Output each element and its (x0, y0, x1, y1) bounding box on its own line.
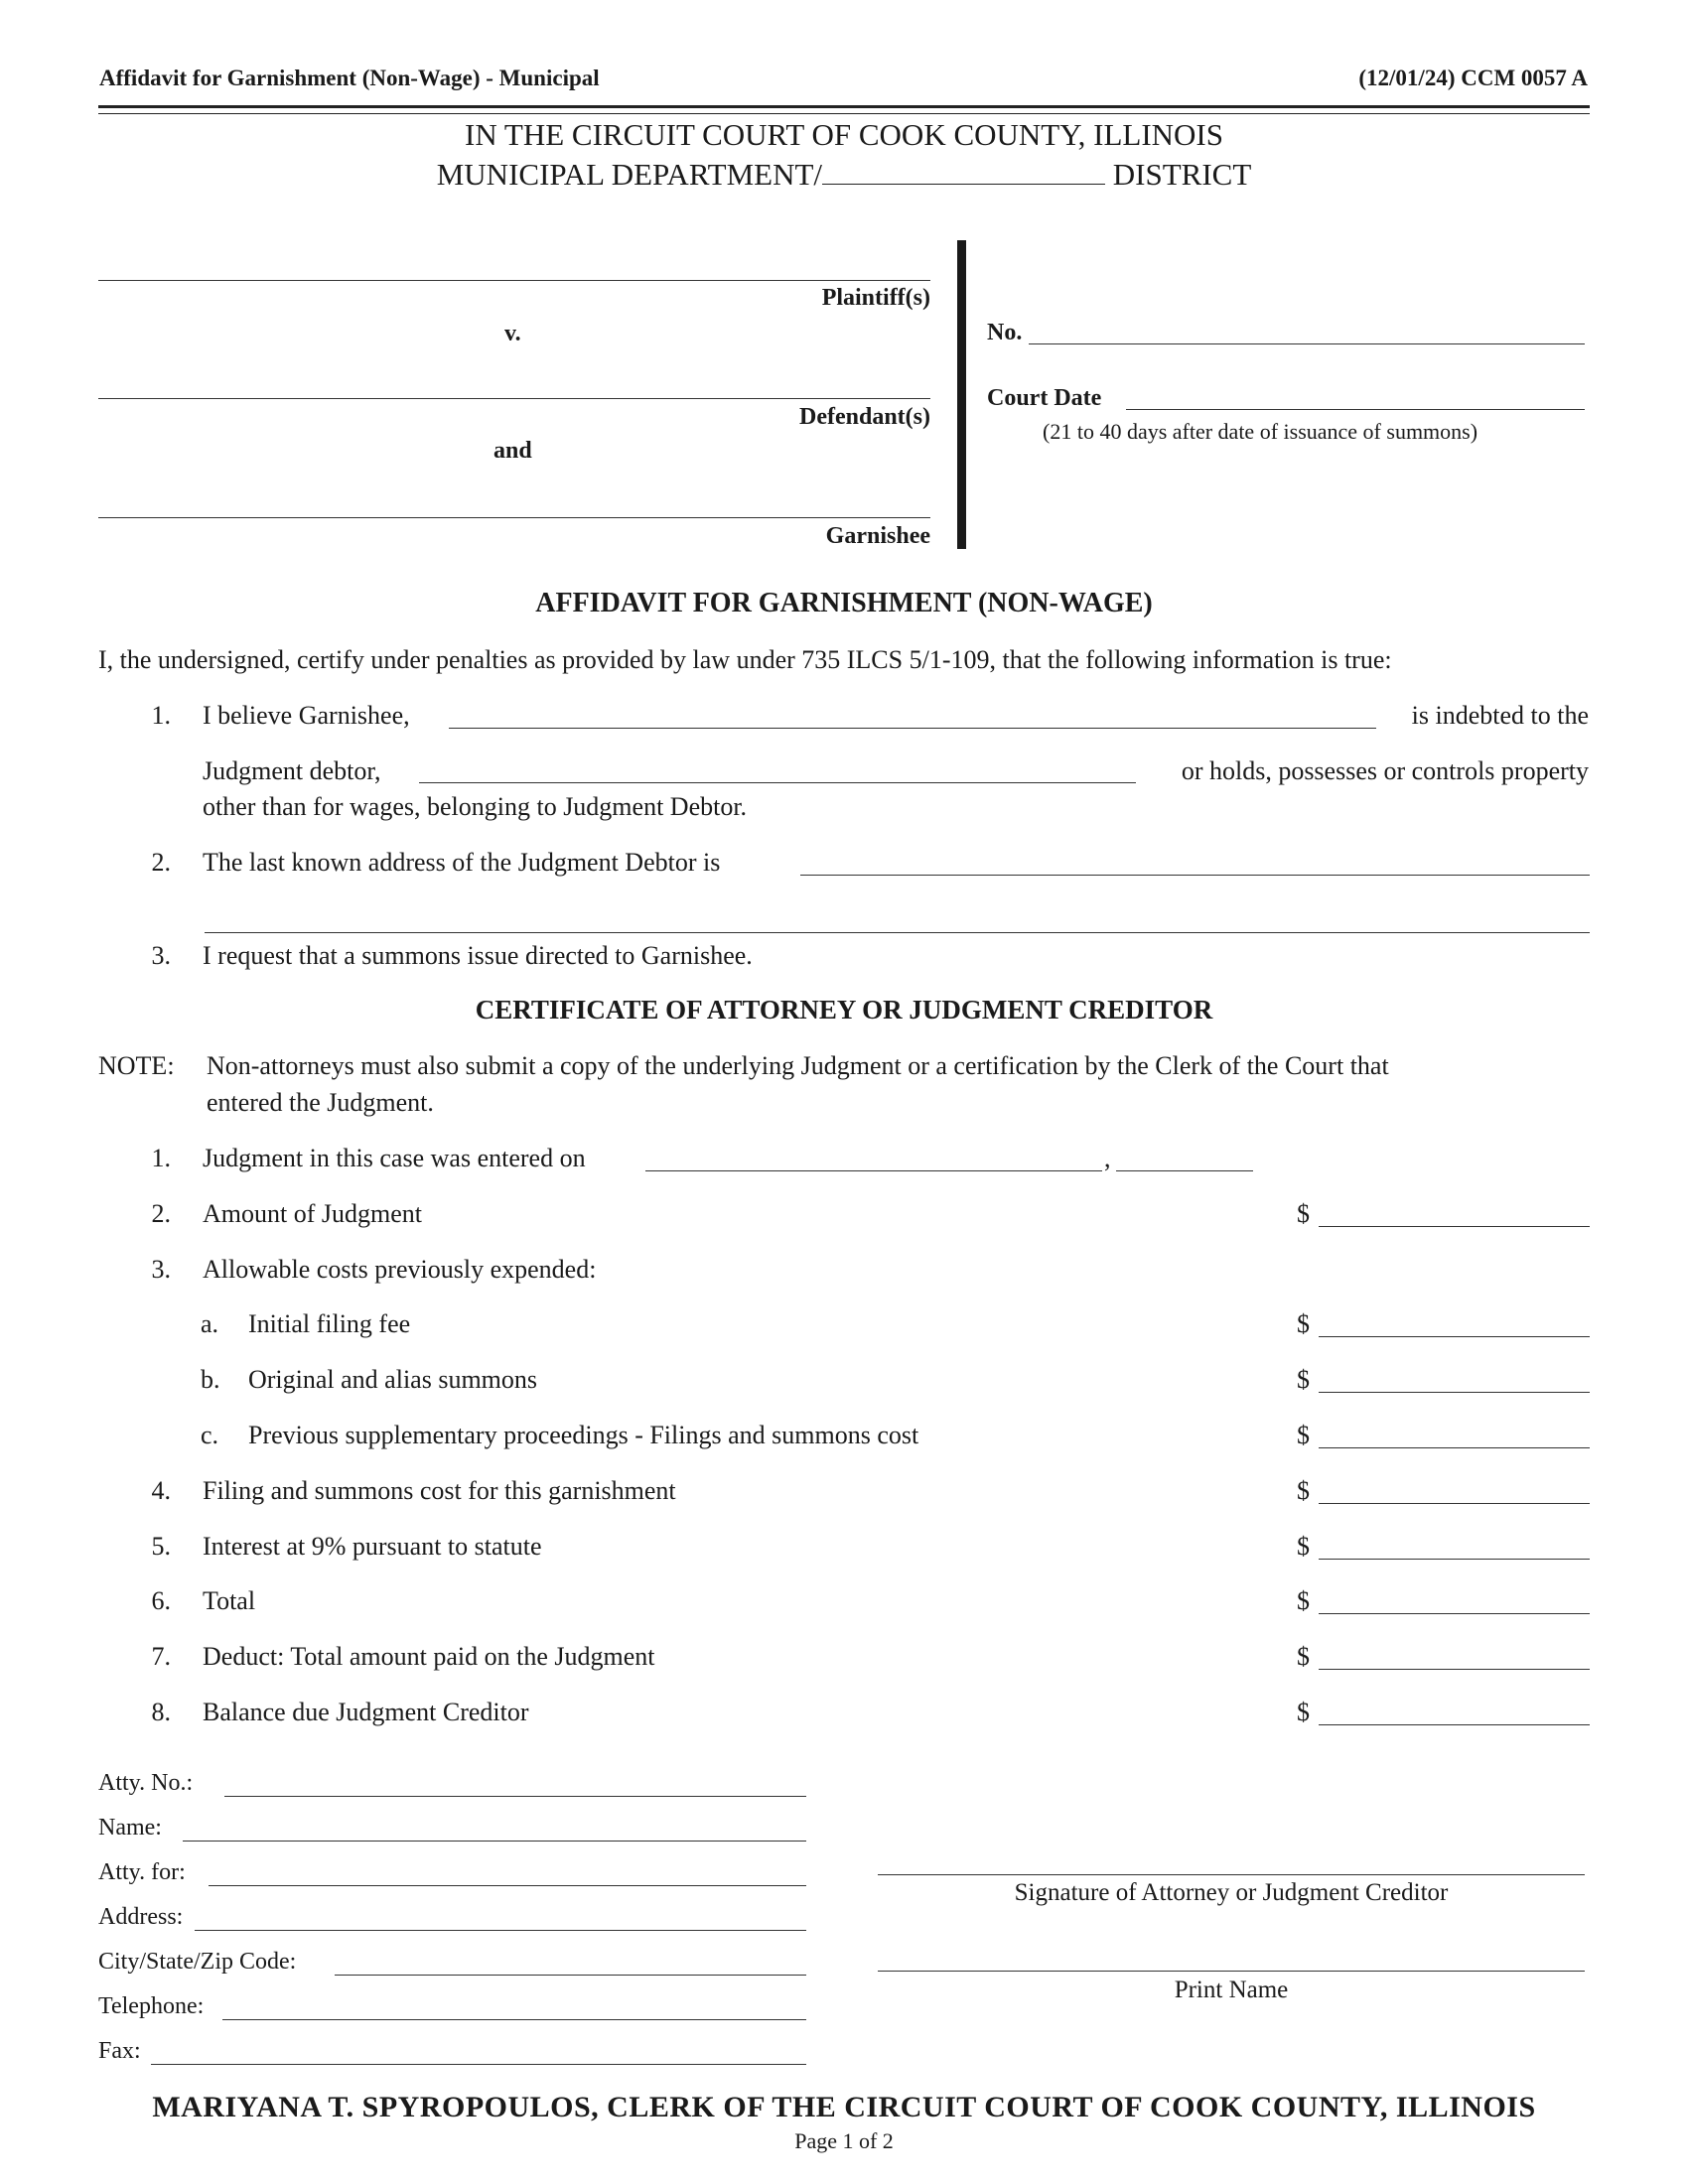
and-label: and (493, 438, 532, 464)
fax-label: Fax: (98, 2038, 141, 2064)
court-date-note: (21 to 40 days after date of issuance of summons) (1043, 419, 1478, 444)
judgment-debtor-field[interactable] (419, 782, 1136, 783)
garnishee-name-field[interactable] (449, 728, 1376, 729)
form-code: (12/01/24) CCM 0057 A (1358, 66, 1588, 90)
certificate-item-label: Total (203, 1586, 256, 1615)
certificate-item-label: Original and alias summons (248, 1365, 538, 1394)
judgment-date-field[interactable] (645, 1170, 1102, 1171)
judgment-year-field[interactable] (1116, 1170, 1253, 1171)
court-department (0, 157, 1688, 193)
certificate-item-label: Filing and summons cost for this garnishment (203, 1476, 676, 1505)
dollar-sign: $ (1297, 1199, 1310, 1228)
dollar-sign: $ (1297, 1365, 1310, 1394)
affidavit-item-2-text: The last known address of the Judgment Debtor is (203, 848, 721, 877)
garnishee-field[interactable] (98, 517, 930, 518)
signature-field[interactable] (878, 1874, 1585, 1875)
header-rule-thin (98, 113, 1590, 114)
certificate-item-number: 5. (151, 1532, 171, 1561)
dollar-sign: $ (1297, 1698, 1310, 1726)
certificate-item-number: 4. (151, 1476, 171, 1505)
atty-for-field[interactable] (209, 1885, 806, 1886)
certificate-item-number: 3. (151, 1255, 171, 1284)
district-field[interactable] (822, 184, 1105, 185)
dollar-sign: $ (1297, 1309, 1310, 1338)
judgment-debtor-label: Judgment debtor, (203, 756, 381, 785)
atty-no-label: Atty. No.: (98, 1770, 194, 1796)
note-text-2: entered the Judgment. (207, 1088, 434, 1117)
garnishee-label: Garnishee (825, 523, 930, 549)
certificate-item-label: Balance due Judgment Creditor (203, 1698, 529, 1726)
certificate-item-number: 2. (151, 1199, 171, 1228)
debtor-address-field-1[interactable] (800, 875, 1590, 876)
telephone-label: Telephone: (98, 1993, 205, 2019)
name-label: Name: (98, 1815, 162, 1841)
name-field[interactable] (183, 1841, 806, 1842)
certificate-item-number: b. (201, 1365, 220, 1394)
affidavit-item-1-holds: or holds, possesses or controls property (1181, 756, 1589, 785)
city-state-zip-label: City/State/Zip Code: (98, 1949, 297, 1975)
certificate-item-label: Amount of Judgment (203, 1199, 422, 1228)
affidavit-title: AFFIDAVIT FOR GARNISHMENT (NON-WAGE) (535, 588, 1153, 618)
address-label: Address: (98, 1904, 184, 1930)
certificate-item-number: c. (201, 1421, 219, 1449)
note-text-1: Non-attorneys must also submit a copy of the underlying Judgment or a certification by the Clerk of the Court that (207, 1051, 1389, 1080)
judgment-date-comma: , (1104, 1144, 1111, 1172)
dollar-sign: $ (1297, 1476, 1310, 1505)
certificate-item-label: Allowable costs previously expended: (203, 1255, 597, 1284)
dollar-sign: $ (1297, 1642, 1310, 1671)
amount-field[interactable] (1319, 1613, 1590, 1614)
dollar-sign: $ (1297, 1586, 1310, 1615)
city-state-zip-field[interactable] (335, 1975, 806, 1976)
defendant-field[interactable] (98, 398, 930, 399)
atty-for-label: Atty. for: (98, 1859, 186, 1885)
page-number: Page 1 of 2 (794, 2128, 894, 2153)
court-date-field[interactable] (1126, 409, 1585, 410)
note-label: NOTE: (98, 1051, 175, 1080)
clerk-name: MARIYANA T. SPYROPOULOS, CLERK OF THE CIRCUIT COURT OF COOK COUNTY, ILLINOIS (152, 2091, 1536, 2123)
plaintiff-field[interactable] (98, 280, 930, 281)
amount-field[interactable] (1319, 1447, 1590, 1448)
affidavit-item-3-number: 3. (151, 941, 171, 970)
header-rule-thick (98, 105, 1590, 108)
certificate-item-label: Deduct: Total amount paid on the Judgment (203, 1642, 655, 1671)
amount-field[interactable] (1319, 1392, 1590, 1393)
affidavit-item-1-property: other than for wages, belonging to Judgment Debtor. (203, 792, 748, 821)
affidavit-item-1-indebted: is indebted to the (1411, 701, 1589, 730)
district-label: DISTRICT (1112, 157, 1252, 192)
caption-divider (957, 240, 966, 549)
debtor-address-field-2[interactable] (205, 932, 1590, 933)
court-date-label: Court Date (987, 385, 1102, 411)
amount-field[interactable] (1319, 1226, 1590, 1227)
form-title: Affidavit for Garnishment (Non-Wage) - Municipal (99, 66, 600, 90)
fax-field[interactable] (151, 2064, 806, 2065)
department-prefix: MUNICIPAL DEPARTMENT/ (436, 157, 823, 192)
versus-label: v. (504, 321, 521, 346)
amount-field[interactable] (1319, 1669, 1590, 1670)
telephone-field[interactable] (222, 2019, 806, 2020)
certificate-item-number: a. (201, 1309, 219, 1338)
amount-field[interactable] (1319, 1559, 1590, 1560)
dollar-sign: $ (1297, 1532, 1310, 1561)
certificate-item-number: 8. (151, 1698, 171, 1726)
print-name-label: Print Name (1174, 1977, 1289, 2003)
affidavit-item-1-number: 1. (151, 701, 171, 730)
amount-field[interactable] (1319, 1503, 1590, 1504)
atty-no-field[interactable] (224, 1796, 806, 1797)
amount-field[interactable] (1319, 1724, 1590, 1725)
court-name: IN THE CIRCUIT COURT OF COOK COUNTY, ILLINOIS (465, 117, 1223, 152)
dollar-sign: $ (1297, 1421, 1310, 1449)
defendant-label: Defendant(s) (799, 404, 930, 430)
affidavit-item-2-number: 2. (151, 848, 171, 877)
amount-field[interactable] (1319, 1336, 1590, 1337)
affidavit-item-3-text: I request that a summons issue directed to Garnishee. (203, 941, 753, 970)
certificate-item-number: 6. (151, 1586, 171, 1615)
certificate-item-label: Interest at 9% pursuant to statute (203, 1532, 542, 1561)
print-name-field[interactable] (878, 1971, 1585, 1972)
address-field[interactable] (195, 1930, 806, 1931)
affidavit-intro: I, the undersigned, certify under penalties as provided by law under 735 ILCS 5/1-109, that the following information is true: (98, 645, 1392, 674)
certificate-item-1-text: Judgment in this case was entered on (203, 1144, 586, 1172)
certificate-item-number: 7. (151, 1642, 171, 1671)
case-number-label: No. (987, 320, 1023, 345)
plaintiff-label: Plaintiff(s) (821, 285, 930, 311)
certificate-title: CERTIFICATE OF ATTORNEY OR JUDGMENT CREDITOR (475, 995, 1213, 1024)
signature-label: Signature of Attorney or Judgment Creditor (1014, 1879, 1449, 1906)
affidavit-item-1-text: I believe Garnishee, (203, 701, 410, 730)
certificate-item-1-number: 1. (151, 1144, 171, 1172)
certificate-item-label: Previous supplementary proceedings - Filings and summons cost (248, 1421, 919, 1449)
case-number-field[interactable] (1029, 343, 1585, 344)
certificate-item-label: Initial filing fee (248, 1309, 411, 1338)
